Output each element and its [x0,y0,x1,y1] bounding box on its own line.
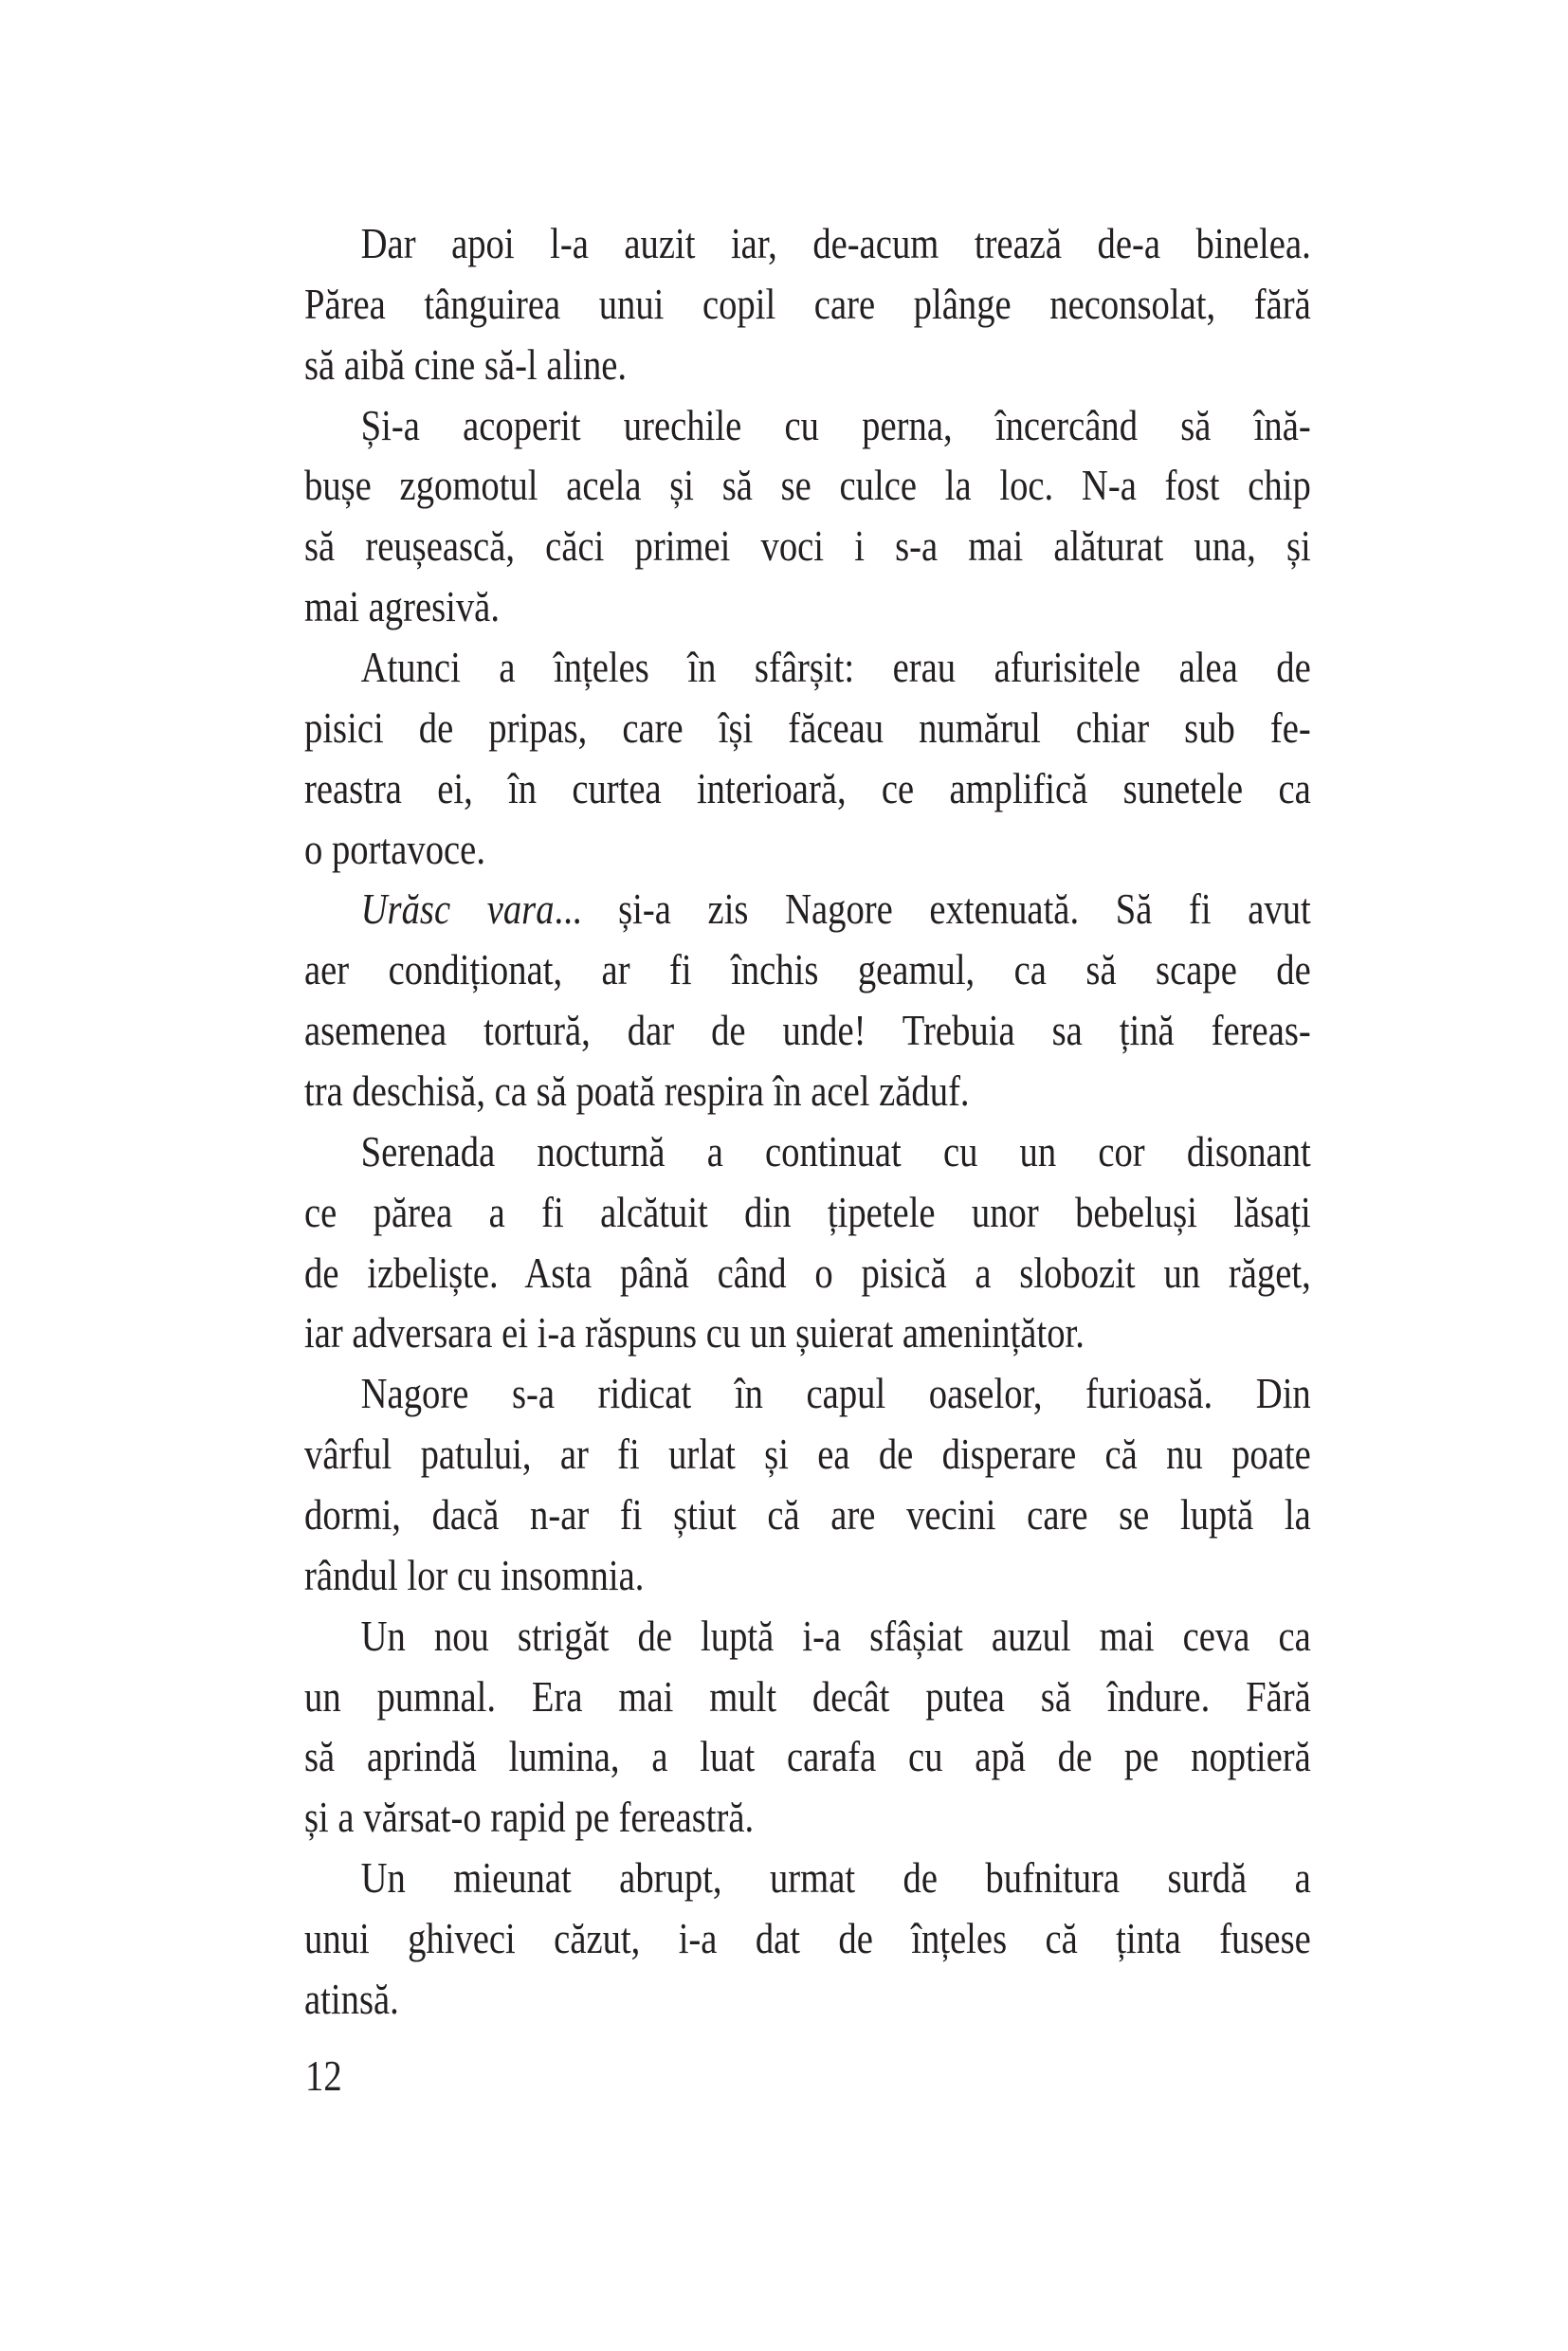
text-line-rest: ... și-a zis Nagore extenuată. Să fi avut [554,884,1311,934]
text-line: să aibă cine să-l aline. [304,339,628,389]
paragraph [304,1606,1311,1848]
text-line: atinsă. [304,1974,399,2023]
text-line: de izbeliște. Asta până când o pisică a slobozit un răget, [304,1248,1311,1297]
text-line: și a vărsat-o rapid pe fereastră. [304,1793,755,1842]
paragraph [304,1848,1311,2030]
text-line: Serenada nocturnă a continuat cu un cor disonant [360,1126,1311,1176]
text-line: Un mieunat abrupt, urmat de bufnitura surdă a [360,1853,1311,1903]
paragraph [304,1363,1311,1605]
paragraph [304,1121,1311,1363]
text-line: Atunci a înțeles în sfârșit: erau afurisitele alea de [360,643,1311,692]
text-line: tra deschisă, ca să poată respira în acel zăduf. [304,1066,970,1116]
text-line: iar adversara ei i-a răspuns cu un șuierat amenințător. [304,1308,1085,1358]
text-line: Dar apoi l-a auzit iar, de-acum trează de-a binelea. [360,219,1311,267]
text-line: asemenea tortură, dar de unde! Trebuia sa țină fereas- [304,1006,1311,1055]
text-line: reastra ei, în curtea interioară, ce amplifică sunetele ca [304,763,1311,812]
text-line: bușe zgomotul acela și să se culce la loc. N-a fost chip [304,461,1311,510]
text-line: mai agresivă. [304,582,500,631]
text-line: aer condiționat, ar fi închis geamul, ca să scape de [304,945,1311,994]
text-line [304,879,1311,939]
text-line: dormi, dacă n-ar fi știut că are vecini care se luptă la [304,1490,1311,1540]
text-line: Nagore s-a ridicat în capul oaselor, furioasă. Din [360,1369,1311,1418]
text-line: vârful patului, ar fi urlat și ea de disperare că nu poate [304,1430,1311,1479]
text-line: o portavoce. [304,824,485,873]
paragraph [304,213,1311,395]
italic-thought: Urăsc vara [360,884,555,934]
text-line: să aprindă lumina, a luat carafa cu apă de pe noptieră [304,1732,1311,1781]
text-line: rândul lor cu insomnia. [304,1550,645,1599]
text-line: ce părea a fi alcătuit din țipetele unor bebeluși lăsați [304,1187,1311,1236]
text-line: Și-a acoperit urechile cu perna, încercând să înă- [360,400,1311,449]
text-line: Părea tânguirea unui copil care plânge neconsolat, fără [304,279,1311,328]
paragraph [304,879,1311,1121]
text-line: un pumnal. Era mai mult decât putea să îndure. Fără [304,1671,1311,1721]
body-text [304,213,1311,2030]
page-number: 12 [305,2051,342,2100]
text-line: să reușească, căci primei voci i s-a mai alăturat una, și [304,521,1311,571]
text-line: unui ghiveci căzut, i-a dat de înțeles că ținta fusese [304,1914,1311,1963]
text-line: pisici de pripas, care își făceau numărul chiar sub fe- [304,702,1311,752]
paragraph [304,395,1311,637]
text-line: Un nou strigăt de luptă i-a sfâșiat auzul mai ceva ca [360,1611,1311,1660]
paragraph [304,637,1311,879]
